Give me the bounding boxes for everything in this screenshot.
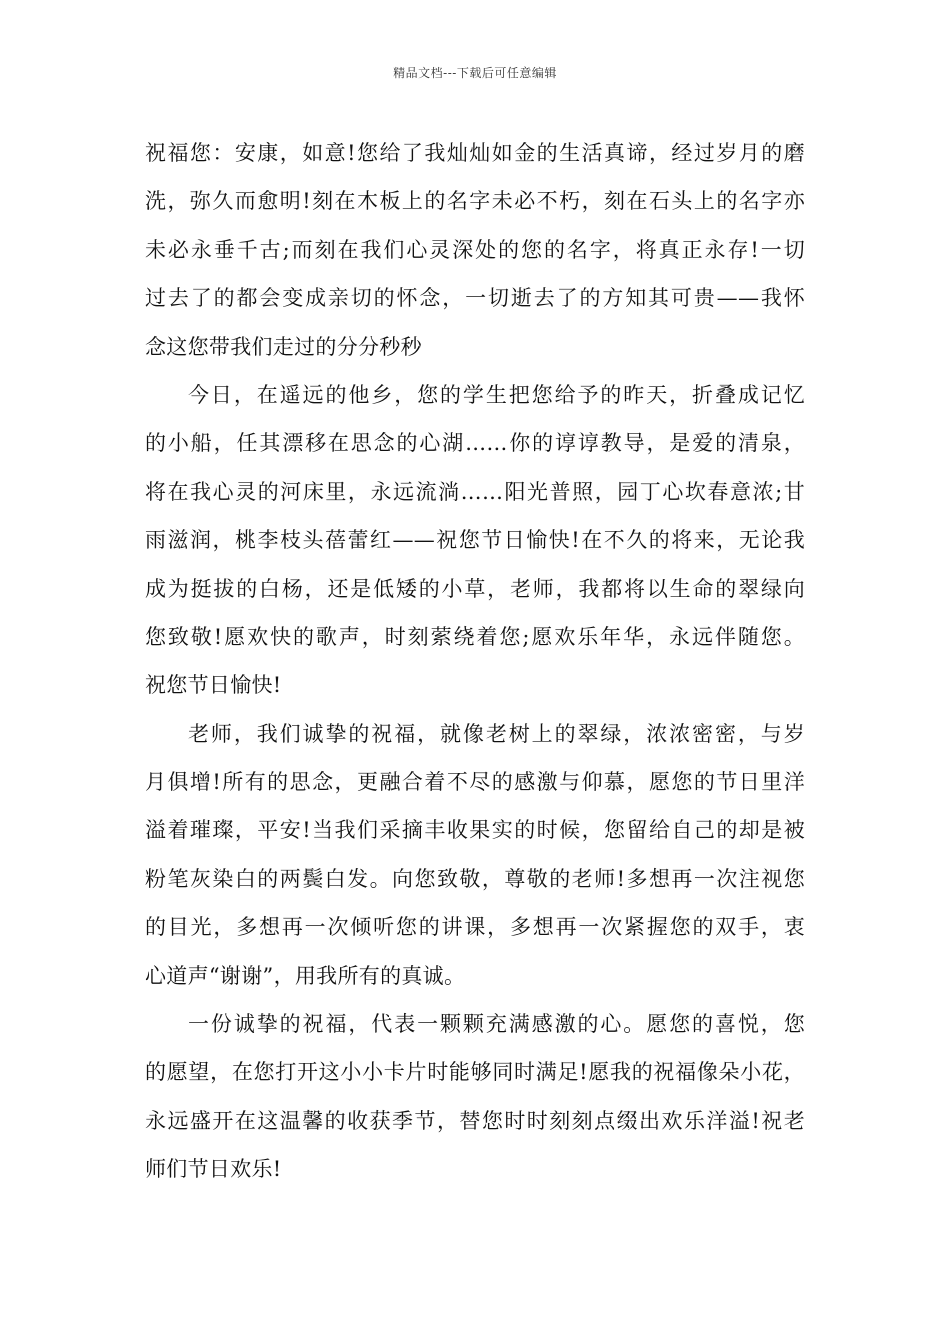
text-line: 老师，我们诚挚的祝福，就像老树上的翠绿，浓浓密密，与岁: [188, 721, 805, 746]
text-line: 溢着璀璨，平安!当我们采摘丰收果实的时候，您留给自己的却是被: [145, 818, 805, 843]
text-line: 月俱增!所有的思念，更融合着不尽的感激与仰慕，愿您的节日里洋: [145, 770, 805, 795]
text-line: 的目光，多想再一次倾听您的讲课，多想再一次紧握您的双手，衷: [145, 915, 805, 940]
document-body: [145, 129, 805, 1194]
text-line: 您致敬!愿欢快的歌声，时刻萦绕着您;愿欢乐年华，永远伴随您。: [145, 624, 805, 649]
page-header: 精品文档---下载后可任意编辑: [393, 66, 557, 80]
text-line: 过去了的都会变成亲切的怀念，一切逝去了的方知其可贵——我怀: [145, 286, 805, 311]
paragraph: [145, 371, 805, 710]
text-line: 今日，在遥远的他乡，您的学生把您给予的昨天，折叠成记忆: [188, 382, 805, 407]
text-line: 将在我心灵的河床里，永远流淌……阳光普照，园丁心坎春意浓;甘: [145, 479, 805, 504]
text-line: 师们节日欢乐!: [145, 1157, 282, 1182]
text-line: 粉笔灰染白的两鬓白发。向您致敬，尊敬的老师!多想再一次注视您: [145, 866, 805, 891]
text-line: 心道声“谢谢”，用我所有的真诚。: [145, 963, 466, 988]
paragraph: [145, 710, 805, 1000]
text-line: 未必永垂千古;而刻在我们心灵深处的您的名字，将真正永存!一切: [145, 237, 805, 262]
text-line: 一份诚挚的祝福，代表一颗颗充满感激的心。愿您的喜悦，您: [188, 1012, 805, 1037]
text-line: 洗，弥久而愈明!刻在木板上的名字未必不朽，刻在石头上的名字亦: [145, 189, 805, 214]
text-line: 永远盛开在这温馨的收获季节，替您时时刻刻点缀出欢乐洋溢!祝老: [145, 1108, 805, 1133]
text-line: 的愿望，在您打开这小小卡片时能够同时满足!愿我的祝福像朵小花，: [145, 1060, 805, 1085]
text-line: 祝您节日愉快!: [145, 673, 282, 698]
text-line: 祝福您：安康，如意!您给了我灿灿如金的生活真谛，经过岁月的磨: [145, 141, 805, 165]
text-line: 的小船，任其漂移在思念的心湖……你的谆谆教导，是爱的清泉，: [145, 431, 805, 456]
paragraph: [145, 129, 805, 371]
text-line: 成为挺拔的白杨，还是低矮的小草，老师，我都将以生命的翠绿向: [145, 576, 805, 601]
text-line: 念这您带我们走过的分分秒秒: [145, 334, 422, 359]
paragraph: [145, 1000, 805, 1194]
text-line: 雨滋润，桃李枝头蓓蕾红——祝您节日愉快!在不久的将来，无论我: [145, 528, 805, 553]
